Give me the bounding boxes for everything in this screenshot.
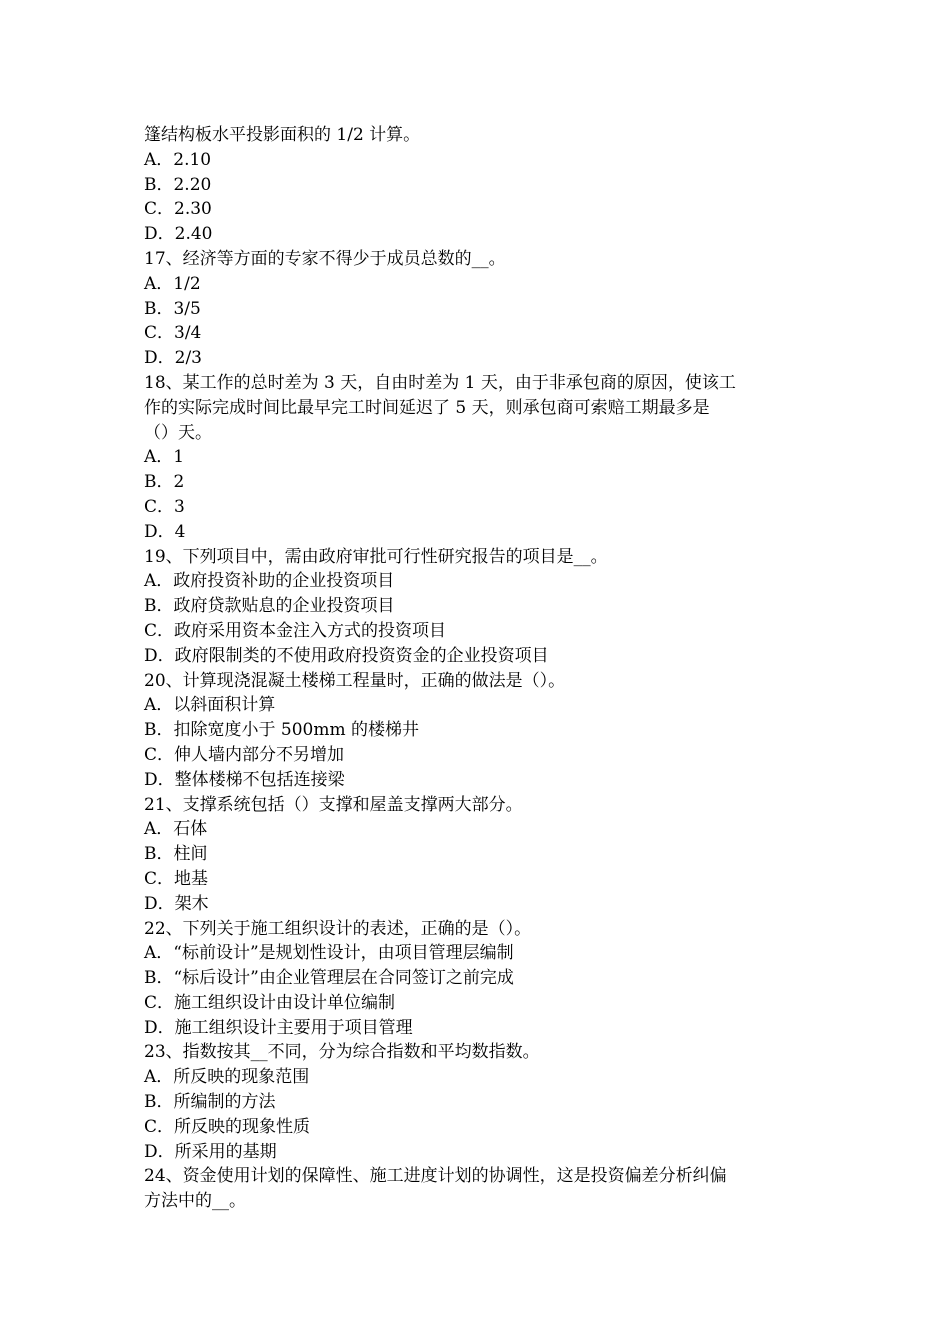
question-21: 21、支撑系统包括（）支撑和屋盖支撑两大部分。	[144, 794, 523, 815]
question-17: 17、经济等方面的专家不得少于成员总数的__。	[144, 248, 506, 269]
option-c: C．伸人墙内部分不另增加	[144, 744, 345, 765]
option-b: B．“标后设计”由企业管理层在合同签订之前完成	[144, 968, 514, 989]
option-a: A．以斜面积计算	[144, 695, 276, 716]
question-23: 23、指数按其__不同，分为综合指数和平均数指数。	[144, 1042, 540, 1063]
option-d: D．整体楼梯不包括连接梁	[144, 769, 345, 790]
option-a: A．“标前设计”是规划性设计，由项目管理层编制	[144, 943, 514, 964]
option-d: D．4	[144, 521, 186, 542]
option-d: D．2/3	[144, 348, 202, 369]
option-b: B．2	[144, 472, 185, 493]
option-c: C．地基	[144, 868, 209, 889]
option-a: A．所反映的现象范围	[144, 1067, 310, 1088]
question-18-line-1: 18、某工作的总时差为 3 天，自由时差为 1 天，由于非承包商的原因，使该工	[144, 372, 736, 393]
question-20: 20、计算现浇混凝土楼梯工程量时，正确的做法是（）。	[144, 670, 566, 691]
option-c: C．所反映的现象性质	[144, 1116, 311, 1137]
option-d: D．施工组织设计主要用于项目管理	[144, 1017, 413, 1038]
option-b: B．3/5	[144, 298, 201, 319]
option-d: D．政府限制类的不使用政府投资资金的企业投资项目	[144, 645, 549, 666]
option-a: A．1	[144, 447, 185, 468]
option-c: C．2.30	[144, 199, 212, 220]
document-body	[144, 123, 812, 1214]
option-c: C．3/4	[144, 323, 202, 344]
option-a: A．2.10	[144, 149, 212, 170]
option-b: B．政府贷款贴息的企业投资项目	[144, 596, 395, 617]
option-b: B．柱间	[144, 844, 208, 865]
option-d: D．2.40	[144, 224, 213, 245]
option-c: C．施工组织设计由设计单位编制	[144, 992, 396, 1013]
question-24-line-1: 24、资金使用计划的保障性、施工进度计划的协调性，这是投资偏差分析纠偏	[144, 1166, 727, 1187]
question-22: 22、下列关于施工组织设计的表述，正确的是（）。	[144, 918, 532, 939]
option-b: B．所编制的方法	[144, 1092, 276, 1113]
option-d: D．所采用的基期	[144, 1141, 277, 1162]
question-18-line-3: （）天。	[144, 422, 212, 443]
option-c: C．政府采用资本金注入方式的投资项目	[144, 620, 447, 641]
option-b: B．2.20	[144, 174, 212, 195]
option-a: A．石体	[144, 819, 208, 840]
text-line: 篷结构板水平投影面积的 1/2 计算。	[144, 125, 421, 145]
question-19: 19、下列项目中，需由政府审批可行性研究报告的项目是__。	[144, 546, 608, 567]
question-18-line-2: 作的实际完成时间比最早完工时间延迟了 5 天，则承包商可索赔工期最多是	[144, 397, 710, 418]
option-a: A．1/2	[144, 273, 201, 294]
question-24-line-2: 方法中的__。	[144, 1191, 246, 1212]
option-c: C．3	[144, 496, 185, 517]
option-d: D．架木	[144, 893, 209, 914]
option-a: A．政府投资补助的企业投资项目	[144, 571, 395, 592]
option-b: B．扣除宽度小于 500mm 的楼梯井	[144, 720, 419, 741]
